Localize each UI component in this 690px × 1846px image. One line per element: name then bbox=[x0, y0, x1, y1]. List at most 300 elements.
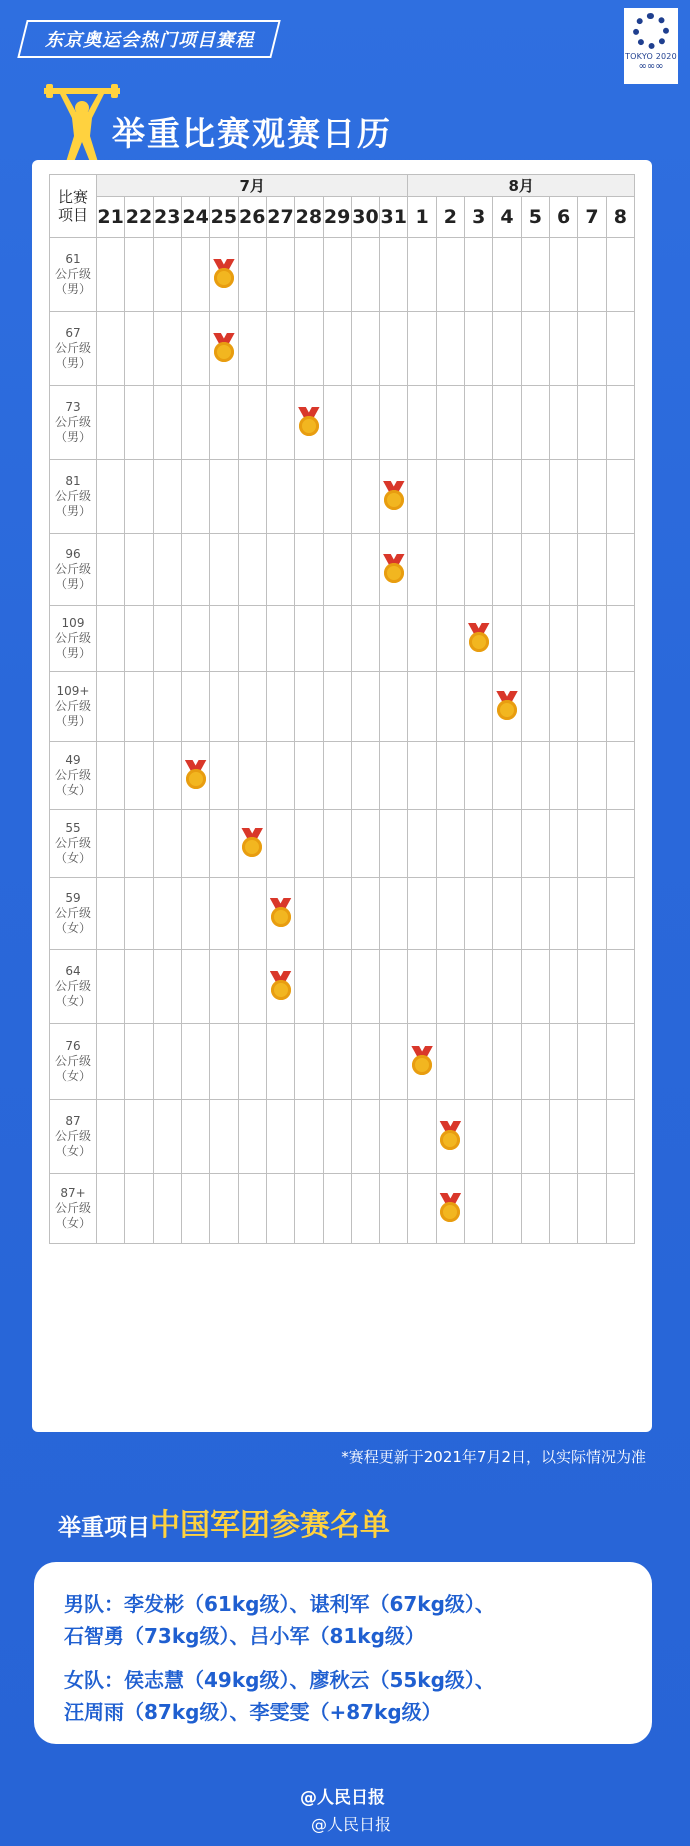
day-cell bbox=[436, 386, 464, 460]
event-unit: 公斤级 bbox=[54, 1129, 91, 1143]
day-cell bbox=[493, 534, 521, 606]
gold-medal-icon bbox=[410, 1046, 434, 1078]
day-cell bbox=[97, 238, 125, 312]
day-cell bbox=[436, 672, 464, 742]
day-header: 6 bbox=[550, 197, 578, 238]
day-cell bbox=[97, 534, 125, 606]
event-weight: 96 bbox=[65, 547, 81, 561]
gold-medal-icon bbox=[467, 623, 491, 655]
day-header: 2 bbox=[436, 197, 464, 238]
day-header: 29 bbox=[323, 197, 351, 238]
event-gender: （男） bbox=[54, 577, 91, 591]
gold-medal-icon bbox=[240, 828, 264, 860]
day-cell bbox=[550, 1100, 578, 1174]
event-gender: （男） bbox=[54, 356, 91, 370]
day-cell bbox=[266, 950, 294, 1024]
day-cell bbox=[493, 742, 521, 810]
day-cell bbox=[550, 534, 578, 606]
day-cell bbox=[550, 1174, 578, 1244]
event-row bbox=[50, 1100, 635, 1174]
day-cell bbox=[465, 810, 493, 878]
event-row bbox=[50, 810, 635, 878]
day-cell bbox=[465, 386, 493, 460]
day-cell bbox=[493, 606, 521, 672]
day-cell bbox=[380, 386, 408, 460]
month-header: 8月 bbox=[408, 175, 635, 197]
day-cell bbox=[521, 742, 549, 810]
day-cell bbox=[125, 672, 153, 742]
event-label bbox=[50, 878, 97, 950]
day-cell bbox=[380, 1024, 408, 1100]
day-cell bbox=[436, 742, 464, 810]
day-cell bbox=[606, 312, 634, 386]
day-cell bbox=[465, 312, 493, 386]
event-unit: 公斤级 bbox=[54, 1201, 91, 1215]
day-header: 25 bbox=[210, 197, 238, 238]
day-cell bbox=[351, 810, 379, 878]
day-cell bbox=[351, 460, 379, 534]
day-cell bbox=[125, 606, 153, 672]
day-cell bbox=[408, 950, 436, 1024]
day-cell bbox=[295, 312, 323, 386]
event-unit: 公斤级 bbox=[54, 836, 91, 850]
day-cell bbox=[125, 238, 153, 312]
day-cell bbox=[125, 460, 153, 534]
day-cell bbox=[351, 238, 379, 312]
day-cell bbox=[351, 950, 379, 1024]
day-cell bbox=[578, 950, 606, 1024]
event-row bbox=[50, 460, 635, 534]
day-cell bbox=[521, 1174, 549, 1244]
event-gender: （男） bbox=[54, 504, 91, 518]
day-cell bbox=[266, 460, 294, 534]
day-cell bbox=[295, 386, 323, 460]
day-cell bbox=[578, 1024, 606, 1100]
day-cell bbox=[153, 1100, 181, 1174]
day-cell bbox=[153, 878, 181, 950]
day-cell bbox=[323, 386, 351, 460]
day-cell bbox=[493, 1100, 521, 1174]
day-cell bbox=[521, 460, 549, 534]
day-cell bbox=[295, 950, 323, 1024]
day-cell bbox=[408, 1174, 436, 1244]
day-cell bbox=[323, 238, 351, 312]
day-cell bbox=[323, 534, 351, 606]
day-cell bbox=[465, 460, 493, 534]
day-header: 23 bbox=[153, 197, 181, 238]
day-cell bbox=[465, 238, 493, 312]
day-cell bbox=[521, 1100, 549, 1174]
day-cell bbox=[436, 1024, 464, 1100]
day-cell bbox=[493, 460, 521, 534]
event-row bbox=[50, 534, 635, 606]
event-label bbox=[50, 386, 97, 460]
event-gender: （女） bbox=[54, 1216, 91, 1230]
day-cell bbox=[380, 534, 408, 606]
day-cell bbox=[380, 742, 408, 810]
day-cell bbox=[210, 534, 238, 606]
day-cell bbox=[436, 950, 464, 1024]
day-cell bbox=[493, 672, 521, 742]
gold-medal-icon bbox=[382, 481, 406, 513]
day-cell bbox=[153, 534, 181, 606]
day-cell bbox=[465, 950, 493, 1024]
day-cell bbox=[323, 742, 351, 810]
day-cell bbox=[521, 238, 549, 312]
day-header: 21 bbox=[97, 197, 125, 238]
day-cell bbox=[295, 1174, 323, 1244]
day-cell bbox=[210, 460, 238, 534]
day-cell bbox=[125, 810, 153, 878]
day-header: 30 bbox=[351, 197, 379, 238]
day-cell bbox=[550, 810, 578, 878]
event-unit: 公斤级 bbox=[54, 415, 91, 429]
day-cell bbox=[97, 606, 125, 672]
day-cell bbox=[210, 1174, 238, 1244]
day-cell bbox=[295, 460, 323, 534]
calendar-card bbox=[32, 160, 652, 1432]
day-cell bbox=[295, 672, 323, 742]
day-cell bbox=[153, 950, 181, 1024]
day-cell bbox=[153, 606, 181, 672]
day-cell bbox=[436, 1100, 464, 1174]
event-unit: 公斤级 bbox=[54, 631, 91, 645]
roster-card bbox=[34, 1562, 652, 1744]
day-cell bbox=[181, 1100, 209, 1174]
day-header: 28 bbox=[295, 197, 323, 238]
day-cell bbox=[578, 1100, 606, 1174]
day-cell bbox=[125, 312, 153, 386]
day-cell bbox=[408, 810, 436, 878]
day-cell bbox=[408, 238, 436, 312]
day-cell bbox=[181, 312, 209, 386]
day-cell bbox=[380, 1100, 408, 1174]
day-header: 24 bbox=[181, 197, 209, 238]
event-row bbox=[50, 606, 635, 672]
day-cell bbox=[266, 1100, 294, 1174]
day-cell bbox=[521, 810, 549, 878]
day-cell bbox=[408, 386, 436, 460]
event-label bbox=[50, 810, 97, 878]
day-cell bbox=[323, 810, 351, 878]
day-cell bbox=[550, 460, 578, 534]
event-unit: 公斤级 bbox=[54, 699, 91, 713]
gold-medal-icon bbox=[438, 1193, 462, 1225]
day-cell bbox=[238, 606, 266, 672]
day-cell bbox=[351, 606, 379, 672]
item-column-header: 比赛 项目 bbox=[50, 175, 97, 238]
day-cell bbox=[436, 238, 464, 312]
day-cell bbox=[493, 1024, 521, 1100]
day-cell bbox=[436, 1174, 464, 1244]
day-header: 31 bbox=[380, 197, 408, 238]
day-cell bbox=[153, 672, 181, 742]
day-cell bbox=[550, 672, 578, 742]
day-cell bbox=[266, 534, 294, 606]
event-row bbox=[50, 1024, 635, 1100]
day-cell bbox=[436, 878, 464, 950]
event-weight: 81 bbox=[65, 474, 81, 488]
day-cell bbox=[465, 606, 493, 672]
event-gender: （女） bbox=[54, 1069, 91, 1083]
day-cell bbox=[97, 950, 125, 1024]
event-gender: （男） bbox=[54, 714, 91, 728]
event-label bbox=[50, 1100, 97, 1174]
day-cell bbox=[408, 672, 436, 742]
day-cell bbox=[238, 534, 266, 606]
day-cell bbox=[210, 742, 238, 810]
day-cell bbox=[606, 238, 634, 312]
day-cell bbox=[295, 810, 323, 878]
day-cell bbox=[210, 672, 238, 742]
gold-medal-icon bbox=[212, 333, 236, 365]
day-cell bbox=[521, 312, 549, 386]
day-cell bbox=[521, 534, 549, 606]
day-cell bbox=[380, 810, 408, 878]
women-team-line-2: 汪周雨（87kg级）、李雯雯（+87kg级） bbox=[64, 1700, 442, 1724]
day-cell bbox=[210, 238, 238, 312]
day-cell bbox=[153, 1024, 181, 1100]
event-row bbox=[50, 1174, 635, 1244]
day-cell bbox=[493, 810, 521, 878]
day-cell bbox=[465, 1100, 493, 1174]
day-cell bbox=[493, 1174, 521, 1244]
day-cell bbox=[351, 312, 379, 386]
day-cell bbox=[436, 810, 464, 878]
day-cell bbox=[266, 672, 294, 742]
gold-medal-icon bbox=[438, 1121, 462, 1153]
day-cell bbox=[550, 606, 578, 672]
day-cell bbox=[436, 312, 464, 386]
weightlifter-icon bbox=[44, 84, 120, 164]
day-cell bbox=[153, 460, 181, 534]
day-cell bbox=[97, 878, 125, 950]
day-cell bbox=[578, 672, 606, 742]
day-cell bbox=[408, 460, 436, 534]
day-cell bbox=[181, 534, 209, 606]
day-cell bbox=[97, 672, 125, 742]
day-cell bbox=[266, 742, 294, 810]
event-label bbox=[50, 950, 97, 1024]
day-cell bbox=[351, 742, 379, 810]
day-cell bbox=[238, 742, 266, 810]
day-cell bbox=[266, 878, 294, 950]
day-cell bbox=[210, 878, 238, 950]
event-label bbox=[50, 238, 97, 312]
day-cell bbox=[606, 878, 634, 950]
roster-heading-highlight: 中国军团参赛名单 bbox=[150, 1508, 390, 1543]
day-cell bbox=[153, 742, 181, 810]
day-cell bbox=[521, 386, 549, 460]
event-weight: 109 bbox=[61, 616, 85, 630]
day-cell bbox=[181, 1024, 209, 1100]
roster-heading bbox=[58, 1500, 390, 1544]
gold-medal-icon bbox=[495, 691, 519, 723]
day-cell bbox=[181, 460, 209, 534]
day-cell bbox=[380, 878, 408, 950]
day-cell bbox=[380, 950, 408, 1024]
day-cell bbox=[210, 1024, 238, 1100]
day-cell bbox=[521, 672, 549, 742]
day-cell bbox=[97, 460, 125, 534]
day-cell bbox=[550, 238, 578, 312]
gold-medal-icon bbox=[212, 259, 236, 291]
day-cell bbox=[493, 386, 521, 460]
day-cell bbox=[351, 386, 379, 460]
day-cell bbox=[97, 742, 125, 810]
day-cell bbox=[465, 534, 493, 606]
day-cell bbox=[295, 238, 323, 312]
day-cell bbox=[295, 742, 323, 810]
day-cell bbox=[181, 672, 209, 742]
event-label bbox=[50, 460, 97, 534]
men-team-line-2: 石智勇（73kg级）、吕小军（81kg级） bbox=[64, 1624, 425, 1648]
day-cell bbox=[153, 386, 181, 460]
day-cell bbox=[521, 950, 549, 1024]
emblem-icon bbox=[633, 13, 669, 49]
event-row bbox=[50, 386, 635, 460]
day-cell bbox=[408, 878, 436, 950]
day-cell bbox=[436, 460, 464, 534]
event-weight: 59 bbox=[65, 891, 81, 905]
day-cell bbox=[380, 606, 408, 672]
event-row bbox=[50, 672, 635, 742]
day-cell bbox=[351, 672, 379, 742]
day-cell bbox=[380, 238, 408, 312]
day-cell bbox=[181, 742, 209, 810]
day-cell bbox=[125, 534, 153, 606]
day-cell bbox=[238, 878, 266, 950]
day-cell bbox=[295, 606, 323, 672]
event-gender: （女） bbox=[54, 851, 91, 865]
day-cell bbox=[380, 672, 408, 742]
page-title: 举重比赛观赛日历 bbox=[112, 114, 392, 153]
day-cell bbox=[210, 386, 238, 460]
day-cell bbox=[238, 312, 266, 386]
day-cell bbox=[493, 878, 521, 950]
calendar-table bbox=[49, 174, 635, 1244]
day-cell bbox=[521, 1024, 549, 1100]
day-cell bbox=[550, 742, 578, 810]
gold-medal-icon bbox=[297, 407, 321, 439]
event-row bbox=[50, 238, 635, 312]
event-gender: （女） bbox=[54, 783, 91, 797]
day-cell bbox=[408, 1024, 436, 1100]
tokyo-2020-logo bbox=[624, 8, 678, 84]
day-cell bbox=[238, 810, 266, 878]
day-cell bbox=[578, 742, 606, 810]
day-header: 5 bbox=[521, 197, 549, 238]
day-cell bbox=[578, 238, 606, 312]
event-unit: 公斤级 bbox=[54, 979, 91, 993]
gold-medal-icon bbox=[269, 898, 293, 930]
day-cell bbox=[181, 950, 209, 1024]
peoples-daily-logo: @人民日报 bbox=[300, 1788, 385, 1808]
event-gender: （男） bbox=[54, 430, 91, 444]
day-cell bbox=[238, 1100, 266, 1174]
day-cell bbox=[210, 1100, 238, 1174]
day-cell bbox=[210, 312, 238, 386]
month-header: 7月 bbox=[97, 175, 408, 197]
day-cell bbox=[323, 460, 351, 534]
event-unit: 公斤级 bbox=[54, 341, 91, 355]
day-cell bbox=[295, 878, 323, 950]
day-cell bbox=[323, 1024, 351, 1100]
event-unit: 公斤级 bbox=[54, 768, 91, 782]
event-gender: （男） bbox=[54, 646, 91, 660]
update-note: *赛程更新于2021年7月2日，以实际情况为准 bbox=[341, 1448, 646, 1466]
day-cell bbox=[238, 950, 266, 1024]
event-weight: 87+ bbox=[60, 1186, 86, 1200]
day-cell bbox=[351, 534, 379, 606]
day-header: 26 bbox=[238, 197, 266, 238]
day-cell bbox=[606, 1100, 634, 1174]
day-cell bbox=[238, 460, 266, 534]
day-cell bbox=[97, 386, 125, 460]
event-gender: （男） bbox=[54, 282, 91, 296]
gold-medal-icon bbox=[184, 760, 208, 792]
day-cell bbox=[153, 810, 181, 878]
day-cell bbox=[521, 878, 549, 950]
event-label bbox=[50, 534, 97, 606]
day-cell bbox=[408, 1100, 436, 1174]
day-cell bbox=[465, 878, 493, 950]
event-weight: 55 bbox=[65, 821, 81, 835]
day-cell bbox=[238, 386, 266, 460]
day-cell bbox=[606, 950, 634, 1024]
day-cell bbox=[351, 1024, 379, 1100]
day-cell bbox=[380, 460, 408, 534]
day-cell bbox=[181, 386, 209, 460]
day-cell bbox=[408, 606, 436, 672]
day-cell bbox=[606, 1024, 634, 1100]
day-cell bbox=[550, 312, 578, 386]
day-cell bbox=[125, 386, 153, 460]
day-cell bbox=[125, 950, 153, 1024]
day-cell bbox=[323, 672, 351, 742]
day-cell bbox=[266, 1174, 294, 1244]
day-header: 8 bbox=[606, 197, 634, 238]
day-header: 4 bbox=[493, 197, 521, 238]
day-cell bbox=[181, 810, 209, 878]
event-gender: （女） bbox=[54, 994, 91, 1008]
event-gender: （女） bbox=[54, 1144, 91, 1158]
day-cell bbox=[493, 950, 521, 1024]
day-cell bbox=[125, 742, 153, 810]
day-cell bbox=[238, 238, 266, 312]
day-cell bbox=[181, 238, 209, 312]
event-label bbox=[50, 672, 97, 742]
day-cell bbox=[266, 1024, 294, 1100]
event-label bbox=[50, 1174, 97, 1244]
day-cell bbox=[408, 534, 436, 606]
day-header: 22 bbox=[125, 197, 153, 238]
gold-medal-icon bbox=[269, 971, 293, 1003]
day-cell bbox=[578, 810, 606, 878]
day-cell bbox=[550, 950, 578, 1024]
event-row bbox=[50, 312, 635, 386]
event-weight: 49 bbox=[65, 753, 81, 767]
event-weight: 61 bbox=[65, 252, 81, 266]
roster-heading-prefix: 举重项目 bbox=[58, 1515, 150, 1541]
event-unit: 公斤级 bbox=[54, 1054, 91, 1068]
day-cell bbox=[266, 810, 294, 878]
day-cell bbox=[295, 1100, 323, 1174]
day-cell bbox=[97, 1024, 125, 1100]
day-cell bbox=[295, 1024, 323, 1100]
weibo-watermark: @人民日报 bbox=[311, 1815, 392, 1834]
day-cell bbox=[181, 606, 209, 672]
